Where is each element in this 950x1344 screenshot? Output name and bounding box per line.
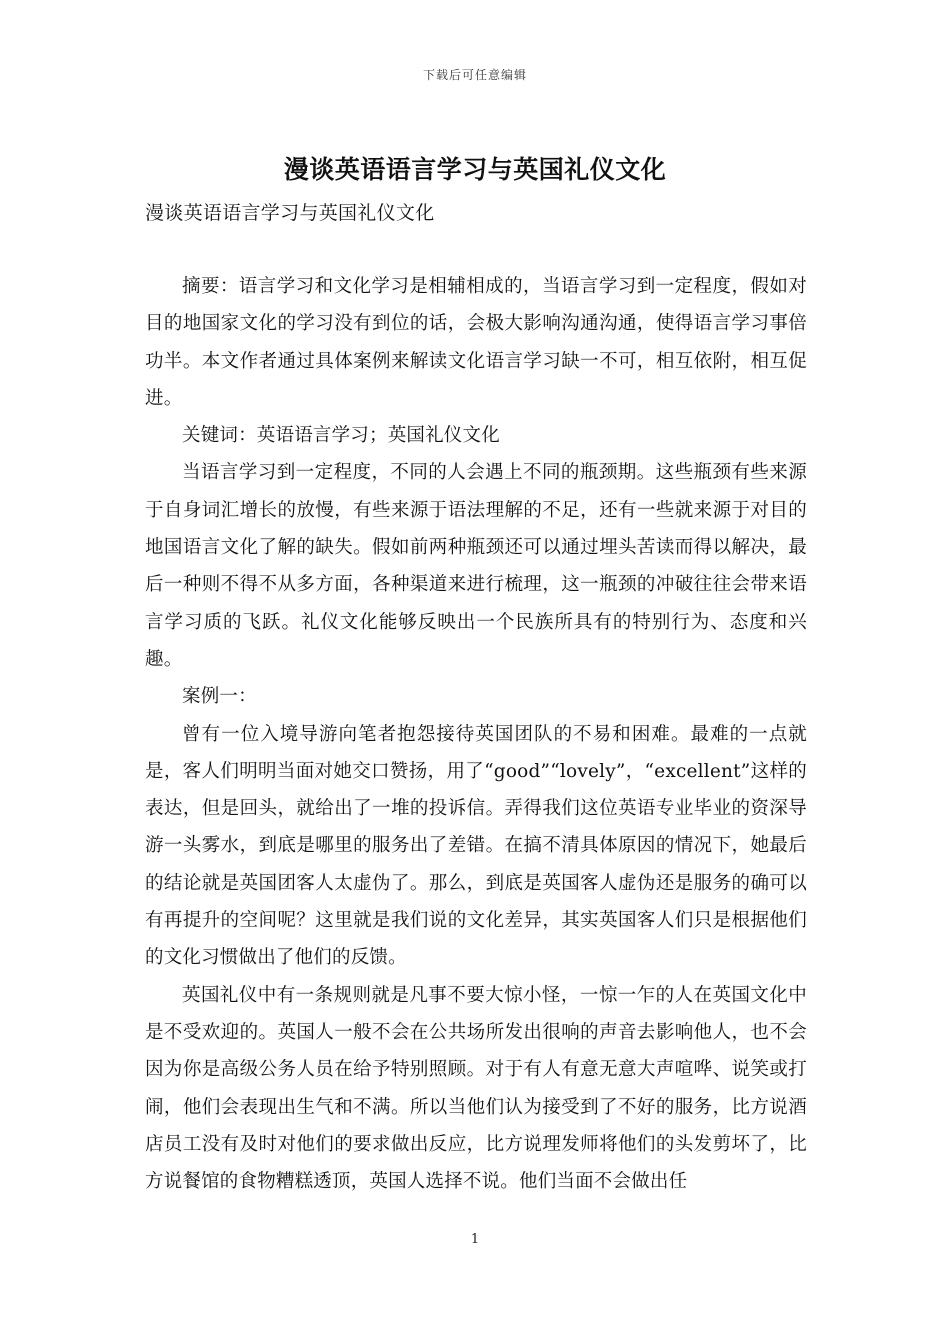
- document-title: 漫谈英语语言学习与英国礼仪文化: [283, 155, 667, 184]
- case-heading: 案例一：: [182, 686, 257, 708]
- document-body: [145, 268, 807, 1200]
- body-paragraph: 英国礼仪中有一条规则就是凡事不要大惊小怪，一惊一乍的人在英国文化中是不受欢迎的。英国人一般不会在公共场所发出很响的声音去影响他人，也不会因为你是高级公务人员在给予特别照顾。对于有人有意无意大声喧哗、说笑或打闹，他们会表现出生气和不满。所以当他们认为接受到了不好的服务，比方说酒店员工没有及时对他们的要求做出反应，比方说理发师将他们的头发剪坏了，比方说餐馆的食物糟糕透顶，英国人选择不说。他们当面不会做出任: [145, 984, 807, 1193]
- keywords-paragraph: 关键词：英语语言学习；英国礼仪文化: [182, 425, 500, 447]
- page-number: 1: [470, 1232, 480, 1247]
- body-paragraph: 曾有一位入境导游向笔者抱怨接待英国团队的不易和困难。最难的一点就是，客人们明明当面对她交口赞扬，用了“good”“lovely”，“excellent”这样的表达，但是回头，就给出了一堆的投诉信。弄得我们这位英语专业毕业的资深导游一头雾水，到底是哪里的服务出了差错。在搞不清具体原因的情况下，她最后的结论就是英国团客人太虚伪了。那么，到底是英国客人虚伪还是服务的确可以有再提升的空间呢？这里就是我们说的文化差异，其实英国客人们只是根据他们的文化习惯做出了他们的反馈。: [145, 723, 807, 969]
- body-paragraph: 当语言学习到一定程度，不同的人会遇上不同的瓶颈期。这些瓶颈有些来源于自身词汇增长的放慢，有些来源于语法理解的不足，还有一些就来源于对目的地国语言文化了解的缺失。假如前两种瓶颈还可以通过埋头苦读而得以解决，最后一种则不得不从多方面，各种渠道来进行梳理，这一瓶颈的冲破往往会带来语言学习质的飞跃。礼仪文化能够反映出一个民族所具有的特别行为、态度和兴趣。: [145, 462, 807, 670]
- abstract-paragraph: 摘要：语言学习和文化学习是相辅相成的，当语言学习到一定程度，假如对目的地国家文化的学习没有到位的话，会极大影响沟通沟通，使得语言学习事倍功半。本文作者通过具体案例来解读文化语言学习缺一不可，相互依附，相互促进。: [145, 276, 807, 409]
- page-header-note: 下载后可任意编辑: [422, 68, 527, 82]
- document-subtitle: 漫谈英语语言学习与英国礼仪文化: [145, 202, 435, 224]
